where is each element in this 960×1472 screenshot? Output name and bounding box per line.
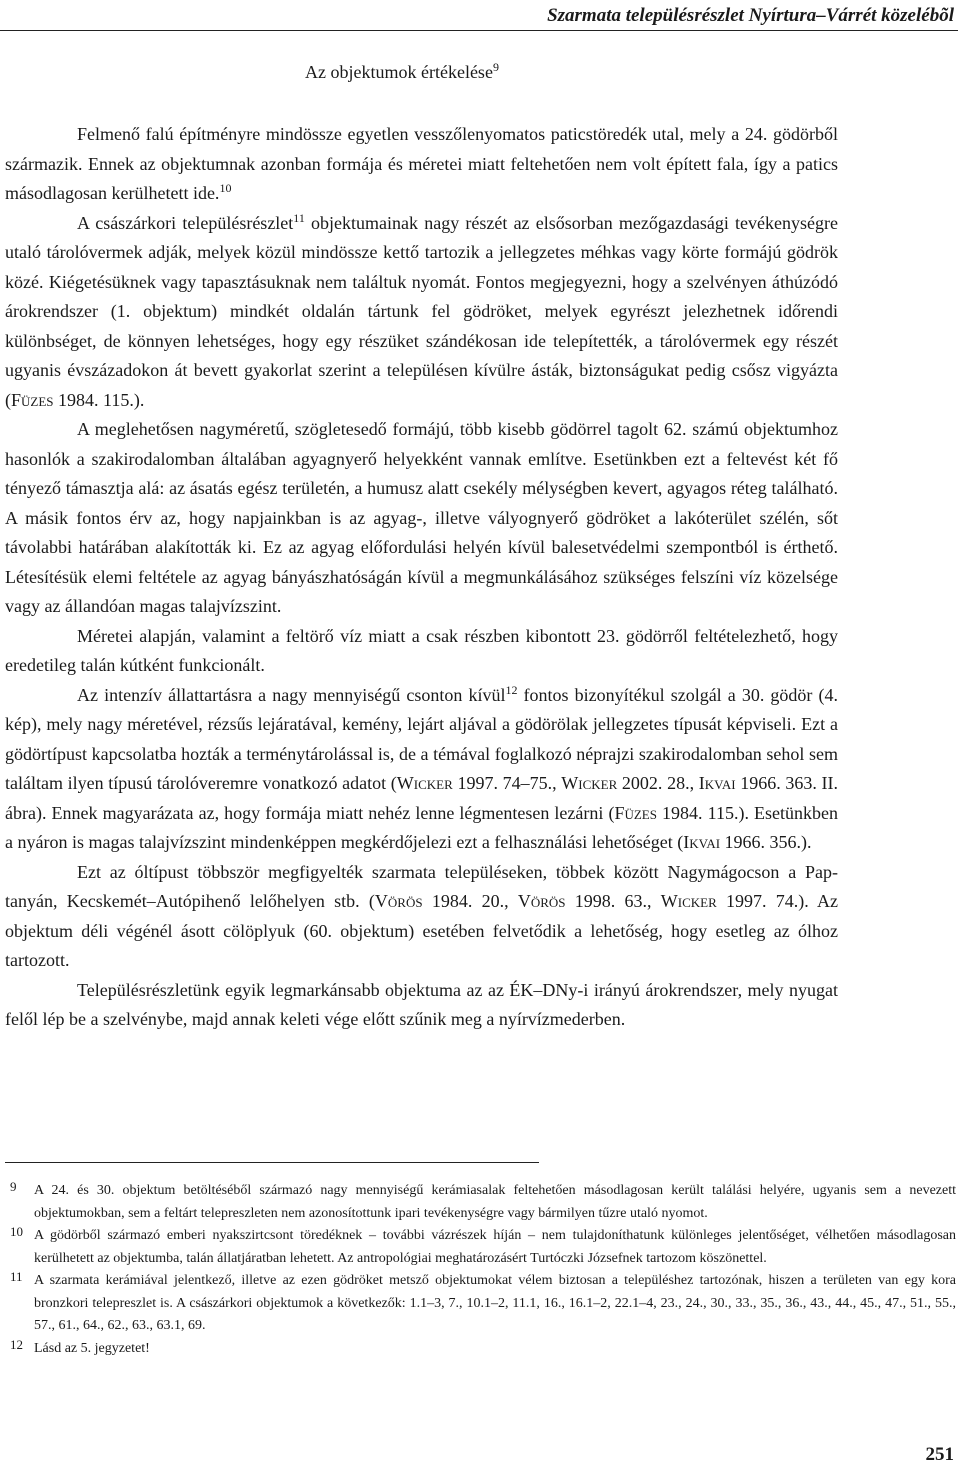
author-citation: Ikvai [698, 773, 736, 793]
author-citation: Füzes [11, 389, 54, 410]
footnote-number: 11 [10, 1269, 23, 1284]
paragraph-text: 1984. 115.). [53, 389, 145, 410]
paragraph-text: fontos bizonyítékul szolgál a 30. gödör (4. kép), mely nagy méretével, rézsűs lejáratával, kemény, lejárt aljával a gödörölak jellegzetes típusát képviseli. Ezt a gödörtípust kapcsolatba hozták a terménytárolással is, de a témával foglalkozó néprajzi szakirodalomban sehol sem találtam ilyen típusú tárolóveremre vonatkozó adatot ( [5, 684, 839, 793]
paragraph-7: Településrészletünk egyik legmarkánsabb objektuma az az ÉK–DNy-i irányú árokrendszer, mely nyugat felől lép be a szelvénybe, majd annak keleti vége előtt szűnik meg a nyírvízmederben. [5, 979, 838, 1029]
footnote-text: A 24. és 30. objektum betöltéséből származó nagy mennyiségű kerámiasalak feltehetően másodlagosan került találási helyére, ugyanis sem a nevezett objektumokban, sem a feltárt telepreszleten nem azonosítottunk ipari tevékenységre vagy bármilyen tűzre utaló nyomot. [34, 1183, 956, 1221]
footnote-11 [5, 1270, 956, 1338]
paragraph-text: 1997. 74.). Az objektum déli végénél ásott cölöplyuk (60. objektum) esetében felvetődik a lehetőség, hogy esetleg az ólhoz tartozott. [5, 891, 839, 970]
footnote-number: 9 [10, 1179, 17, 1194]
paragraph-text: 1966. 363. II. ábra). Ennek magyarázata az, hogy formája miatt nehéz lenne légmentesen lezárni ( [5, 773, 838, 823]
footnote-number: 12 [10, 1336, 23, 1352]
footnote-ref-12[interactable]: 12 [505, 682, 518, 697]
footnotes [5, 1180, 956, 1360]
footnote-ref-11[interactable]: 11 [293, 210, 305, 225]
section-title [305, 59, 499, 83]
author-citation: Vörös [374, 891, 423, 911]
paragraph-text: 1966. 356.). [720, 832, 812, 852]
page-number: 251 [925, 1444, 954, 1465]
footnote-text: Lásd az 5. jegyzetet! [34, 1340, 150, 1356]
author-citation: Vörös [517, 891, 566, 911]
author-citation: Ikvai [683, 832, 721, 852]
paragraph-text: objektumainak nagy részét az elsősorban mezőgazdasági tevékenységre utaló tárolóvermek adják, melyek közül mindössze kettő tartozik a jellegzetes méhkas vagy körte formájú gödrök közé. Kiégetésüknek vagy tapasztásuknak nem találtuk nyomát. Fontos megjegyezni, hogy a szelvényen áthúzódó árokrendszer (1. objektum) mindkét oldalán tártunk fel gödröket, melyek egyrészt jelezhetnek időrendi különbséget, de könnyen lehetséges, hogy egy részüket szándékosan ide telepítették, a tárolóvermek egy részét ugyanis évszázadokon át bevett gyakorlat szerint a településen kívülre ásták, biztonságukat pedig csősz vigyázta ( [5, 212, 838, 410]
section-title-text: Az objektumok értékelése [305, 62, 493, 82]
body-text [5, 120, 838, 1035]
footnote-ref-10[interactable]: 10 [219, 180, 232, 195]
running-head [0, 0, 958, 31]
paragraph-text: Felmenő falú építményre mindössze egyetlen vesszőlenyomatos paticstöredék utal, mely a 24. gödörből származik. Ennek az objektumnak azonban formája és méretei miatt feltehetően nem volt épített fala, így a patics másodlagosan kerülhetett ide. [5, 124, 838, 203]
paragraph-text: 1984. 20., [422, 891, 518, 911]
footnote-9 [5, 1180, 956, 1225]
footnote-12 [5, 1338, 956, 1361]
paragraph-2 [5, 209, 838, 416]
author-citation: Füzes [614, 802, 657, 823]
author-citation: Wicker [561, 773, 618, 793]
paragraph-text: Ezt az óltípust többször megfigyelték szarmata településeken, többek között Nagymágocson a Pap-tanyán, Kecskemét–Autópihenő lelőhelyen stb. ( [5, 861, 838, 911]
paragraph-3: A meglehetősen nagyméretű, szögletesedő formájú, több kisebb gödörrel tagolt 62. számú objektumhoz hasonlók a szakirodalomban általában agyagnyerő helyekként vannak említve. Esetünkben ezt a feltevést két fő tényező támasztja alá: az ásatás egész területén, a humusz alatt csekély mélységben kevert, agyagos réteg található. A másik fontos érv az, hogy napjainkban is az agyag-, illetve vályognyerő gödröket a lakóterület szélén, sőt távolabbi határában alakították ki. Ez az agyag előfordulási helyén kívül balesetvédelmi szempontból is érthető. Létesítésük elemi feltétele az agyag bányászhatóságán kívül a megmunkálásához szükséges felszíni víz közelsége vagy az állandóan magas talajvízszint. [5, 419, 838, 616]
paragraph-text: 1997. 74–75., [452, 773, 562, 793]
paragraph-text: A császárkori településrészlet [77, 212, 294, 233]
footnote-divider [5, 1162, 539, 1163]
paragraph-text: 1984. 115.). Esetünkben a nyáron is magas talajvízszint mindenképpen megkérdőjelezi ezt a felhasználási lehetőséget ( [5, 802, 838, 852]
paragraph-4: Méretei alapján, valamint a feltörő víz miatt a csak részben kibontott 23. gödörről feltételezhető, hogy eredetileg talán kútként funkcionált. [5, 625, 838, 675]
footnote-10 [5, 1225, 956, 1270]
footnote-ref-9[interactable]: 9 [492, 59, 499, 74]
footnote-text: A gödörből származó emberi nyakszirtcsont töredéknek – további vázrészek híján – nem tulajdoníthatunk különleges jelentőséget, vélhetően másodlagosan kerülhetett az objektumba, talán állatjáratban lehetett. Az antropológiai meghatározásért Turtóczki Józsefnek tartozom köszönettel. [34, 1228, 956, 1266]
paragraph-text: Az intenzív állattartásra a nagy mennyiségű csonton kívül [77, 684, 506, 705]
running-title: Szarmata településrészlet Nyírtura–Várrét közelébõl [547, 5, 954, 26]
author-citation: Wicker [396, 773, 453, 793]
paragraph-1 [5, 120, 838, 209]
footnote-number: 10 [10, 1224, 23, 1239]
paragraph-text: 2002. 28., [617, 773, 699, 793]
paragraph-6 [5, 858, 838, 976]
paragraph-5 [5, 681, 838, 858]
paragraph-text: 1998. 63., [565, 891, 661, 911]
footnote-text: A szarmata kerámiával jelentkező, illetve az ezen gödröket metsző objektumokat vélem biztosan a településhez tartozónak, hiszen a területen van egy kora bronzkori telepreszlet is. A császárkori objektumok a következők: 1.1–3, 7., 10.1–2, 11.1, 16., 16.1–2, 22.1–4, 23., 24., 30., 33., 35., 36., 43., 44., 45., 47., 51., 55., 57., 61., 64., 62., 63., 63.1, 69. [34, 1273, 956, 1333]
author-citation: Wicker [660, 891, 717, 911]
